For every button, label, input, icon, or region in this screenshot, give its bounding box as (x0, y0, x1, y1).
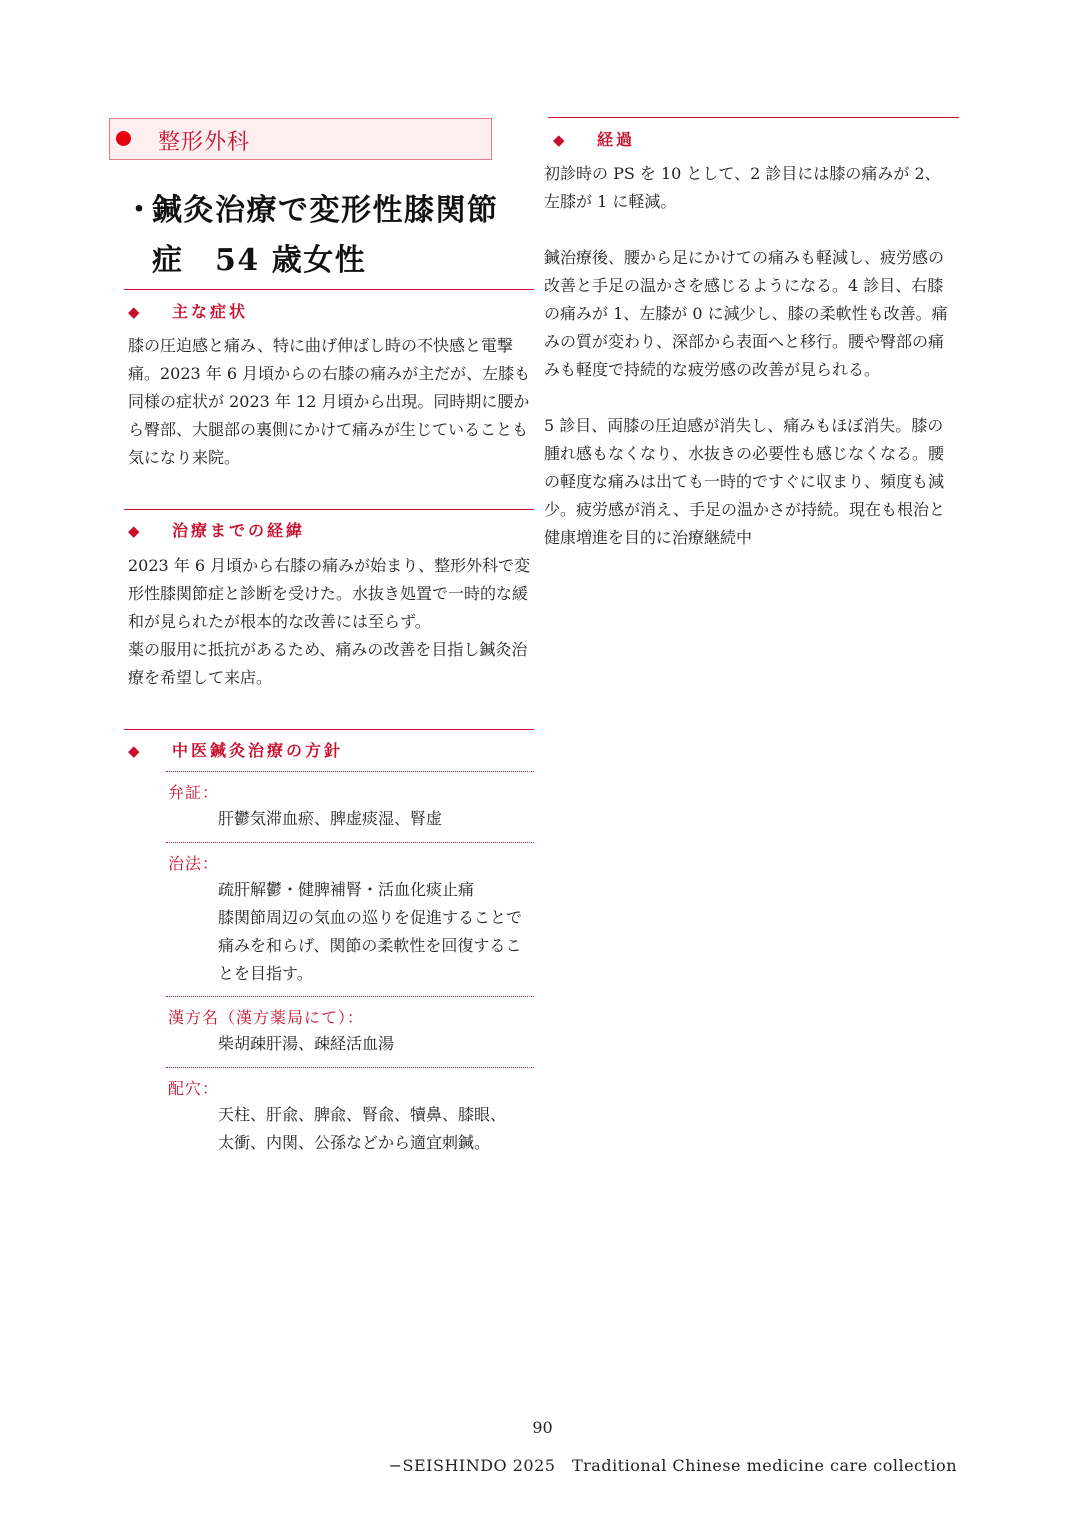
paragraph: 2023 年 6 月頃から右膝の痛みが始まり、整形外科で変形性膝関節症と診断を受けた。水抜き処置で一時的な緩和が見られたが根本的な改善には至らず。 (128, 556, 531, 631)
policy-label-chiho: 治法： (168, 854, 220, 873)
diamond-icon: ◆ (128, 303, 143, 321)
section-heading-progress: ◆ 経過 (553, 130, 636, 149)
diamond-icon: ◆ (128, 522, 143, 540)
policy-label-kampo: 漢方名（漢方薬局にて）： (168, 1008, 365, 1027)
section-rule-progress (548, 117, 959, 118)
paragraph: 初診時の PS を 10 として、2 診目には膝の痛みが 2、左膝が 1 に軽減。 (544, 164, 941, 211)
title-bullet: ・ (124, 193, 156, 228)
policy-label-haiketsu: 配穴： (168, 1079, 220, 1098)
footer-credit: −SEISHINDO 2025 Traditional Chinese medicine care collection (388, 1456, 957, 1475)
page-number: 90 (532, 1418, 553, 1437)
paragraph: 膝の圧迫感と痛み、特に曲げ伸ばし時の不快感と電撃痛。2023 年 6 月頃からの右膝の痛みが主だが、左膝も同様の症状が 2023 年 12 月頃から出現。同時期に腰から臀部、大腿部の裏側にかけて痛みが生じていることも気になり来院。 (128, 336, 531, 467)
dotted-divider (166, 842, 534, 843)
paragraph: 鍼治療後、腰から足にかけての痛みも軽減し、疲労感の改善と手足の温かさを感じるようになる。4 診目、右膝の痛みが 1、左膝が 0 に減少し、膝の柔軟性も改善。痛みの質が変わり、深部から表面へと移行。腰や臀部の痛みも軽度で持続的な疲労感の改善が見られる。 (544, 248, 948, 379)
category-label: 整形外科 (158, 130, 251, 155)
dotted-divider (166, 996, 534, 997)
policy-content-bensho: 肝鬱気滞血瘀、脾虚痰湿、腎虚 (218, 809, 443, 828)
title-line-2: 症 54 歳女性 (152, 243, 367, 278)
paragraph: 5 診目、両膝の圧迫感が消失し、痛みもほぼ消失。膝の腫れ感もなくなり、水抜きの必要性も感じなくなる。腰の軽度な痛みは出ても一時的ですぐに収まり、頻度も減少。疲労感が消え、手足の温かさが持続。現在も根治と健康増進を目的に治療継続中 (544, 416, 945, 547)
dotted-divider (166, 1067, 534, 1068)
section-rule-symptoms (124, 289, 534, 290)
symptoms-body (128, 332, 532, 472)
section-heading-policy: ◆ 中医鍼灸治療の方針 (128, 741, 344, 760)
policy-content-kampo: 柴胡疎肝湯、疎経活血湯 (218, 1034, 395, 1053)
policy-content-chiho: 疏肝解鬱・健脾補腎・活血化痰止痛 膝関節周辺の気血の巡りを促進することで痛みを和らげ、関節の柔軟性を回復することを目指す。 (218, 880, 523, 983)
dotted-divider (166, 771, 534, 772)
history-body (128, 552, 532, 692)
section-rule-history (124, 509, 534, 510)
diamond-icon: ◆ (553, 131, 568, 149)
section-rule-policy (124, 729, 534, 730)
article-title (124, 186, 524, 286)
progress-body (544, 160, 956, 552)
section-heading-symptoms: ◆ 主な症状 (128, 302, 249, 321)
paragraph: 薬の服用に抵抗があるため、痛みの改善を目指し鍼灸治療を希望して来店。 (128, 640, 528, 687)
red-dot-icon (116, 131, 131, 146)
policy-label-bensho: 弁証： (168, 783, 220, 802)
category-box (109, 118, 492, 160)
diamond-icon: ◆ (128, 742, 143, 760)
title-line-1: 鍼灸治療で変形性膝関節 (152, 193, 499, 228)
policy-content-haiketsu: 天柱、肝兪、脾兪、腎兪、犢鼻、膝眼、太衝、内関、公孫などから適宜刺鍼。 (218, 1105, 507, 1152)
section-heading-history: ◆ 治療までの経緯 (128, 521, 306, 540)
